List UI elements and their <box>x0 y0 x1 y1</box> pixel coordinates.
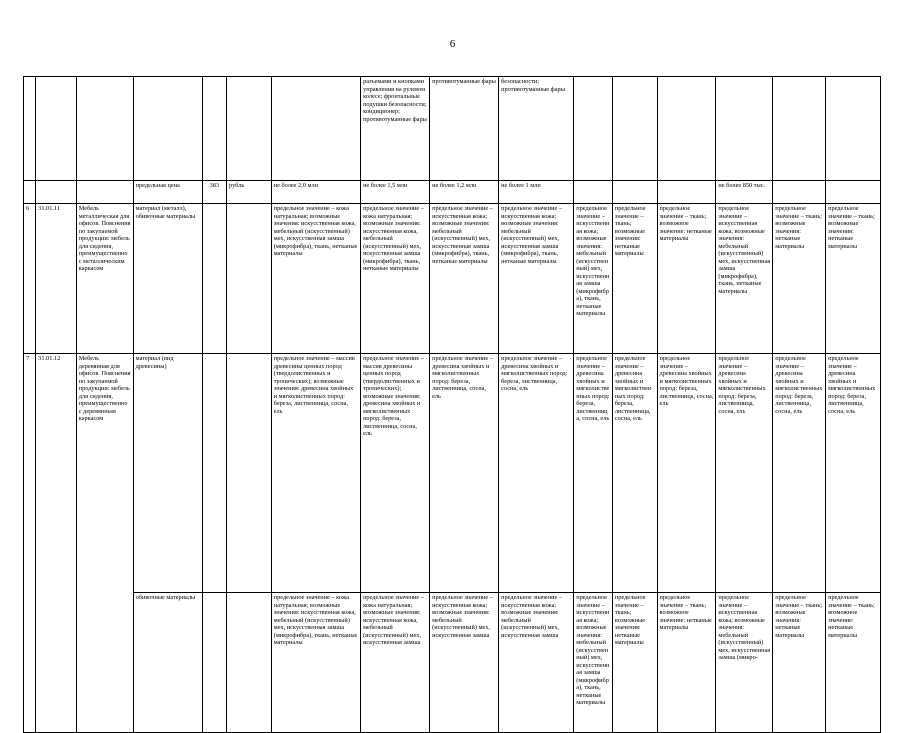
table-cell: предельное значение – ткань; возможное значение: нетканые материалы <box>657 593 716 733</box>
table-cell: не более 1,5 млн <box>361 181 430 204</box>
product-name: Мебель металлическая для офисов. Пояснения по закупаемой продукции: мебель для сидения, преимущественно с металлическим каркасом <box>76 204 133 354</box>
table-cell: предельное значение – древесина хвойных и мягколиственных пород: береза, лиственница, сосна, ель <box>430 354 499 593</box>
table-cell: предельное значение – ткань; возможное значение: нетканые материалы <box>826 593 881 733</box>
table-cell: 383 <box>202 181 226 204</box>
table-cell: рубль <box>227 181 272 204</box>
requirements-table <box>23 76 881 733</box>
table-cell: предельное значение – древесина хвойных и мягколиственных пород: береза, лиственница, сосна, ель <box>499 354 574 593</box>
table-cell: предельное значение – кожа натуральная; возможные значения: искусственная кожа, мебельный (искусственный) мех, искусственная замша (микрофибра), ткань, нетканые материалы <box>361 204 430 354</box>
table-cell: предельное значение – древесина хвойных и мягколиственных пород: береза, лиственница, сосна, ель <box>773 354 826 593</box>
table-cell: предельное значение – искусственная кожа; возможные значения: мебельный (искусственный) мех, искусственная замша (микрофибра), ткань, нетканые материалы <box>574 593 613 733</box>
table-cell: не более 2,0 млн <box>271 181 360 204</box>
table-cell: предельное значение – древесина хвойных и мягколиственных пород: береза, лиственница, сосна, ель <box>612 354 657 593</box>
page-number: 6 <box>449 38 456 50</box>
table-cell: предельное значение – кожа натуральная; возможные значения: искусственная кожа, мебельный (искусственный) мех, искусственная замша (микрофибра), ткань, нетканые материалы <box>271 593 360 733</box>
table-cell: предельное значение – ткань; возможные значения: нетканые материалы <box>612 593 657 733</box>
table-cell: предельное значение – ткань; возможные значения: нетканые материалы <box>612 204 657 354</box>
table-cell: предельное значение – искусственная кожа; возможные значения: мебельный (искусственный) мех, искусственная замша (микро- <box>716 593 773 733</box>
okpd-code: 31.01.12 <box>36 354 77 733</box>
table-cell: предельное значение – искусственная кожа; возможные значения: мебельный (искусственный) мех, искусственная замша <box>430 593 499 733</box>
table-cell: предельное значение – ткань; возможное значение: нетканые материалы <box>657 204 716 354</box>
table-cell: разъемами и кнопками управления на рулевом колесе; фронтальные подушки безопасности; кондиционер; противотуманные фары <box>361 77 430 181</box>
characteristic: материал (вид древесины) <box>133 354 202 593</box>
table-cell: предельное значение – массив древесины ценных пород (твердолиственных и тропических); возможные значения: древесина хвойных и мягколиственных пород: береза, лиственница, сосна, ель <box>361 354 430 593</box>
table-cell: не более 1 млн <box>499 181 574 204</box>
okpd-code: 31.01.11 <box>36 204 77 354</box>
table-cell: предельное значение – искусственная кожа; возможные значения: мебельный (искусственный) мех, искусственная замша (микрофибра), ткань, нетканые материалы <box>716 204 773 354</box>
table-row <box>24 593 881 733</box>
table-cell: предельное значение – искусственная кожа; возможные значения: мебельный (искусственный) мех, искусственная замша (микрофибра), ткань, нетканые материалы <box>574 204 613 354</box>
row-number: 6 <box>24 204 36 354</box>
table-cell: предельное значение – кожа натуральная; возможные значения: искусственная кожа, мебельный (искусственный) мех, искусственная замша <box>361 593 430 733</box>
table-cell: предельное значение – искусственная кожа; возможные значения: мебельный (искусственный) мех, искусственная замша (микрофибра), ткань, нетканые материалы <box>430 204 499 354</box>
table-cell: предельное значение – ткань; возможные значения: нетканые материалы <box>773 593 826 733</box>
table-cell: безопасности; противотуманные фары <box>499 77 574 181</box>
table-cell: предельное значение – древесина хвойных и мягколиственных пород: береза, лиственница, сосна, ель <box>716 354 773 593</box>
table-cell: не более 850 тыс. <box>716 181 773 204</box>
characteristic: материал (металл), обивочные материалы <box>133 204 202 354</box>
table-cell: предельное значение – ткань; возможные значения: нетканые материалы <box>773 204 826 354</box>
table-row <box>24 181 881 204</box>
table-row <box>24 354 881 593</box>
table-cell: предельное значение – кожа натуральная; возможные значения: искусственная кожа, мебельный (искусственный) мех, искусственная замша (микрофибра), ткань, нетканые материалы <box>271 204 360 354</box>
row-number: 7 <box>24 354 36 733</box>
table-cell: предельное значение – ткань; возможные значения: нетканые материалы <box>826 204 881 354</box>
characteristic: обивочные материалы <box>133 593 202 733</box>
table-cell: предельное значение – искусственная кожа; возможные значения: мебельный (искусственный) мех, искусственная замша <box>499 593 574 733</box>
table-cell: предельное значение – древесина хвойных и мягколиственных пород: береза, лиственница, сосна, ель <box>574 354 613 593</box>
product-name: Мебель деревянная для офисов. Пояснения по закупаемой продукции: мебель для сидения, преимущественно с деревянным каркасом <box>76 354 133 733</box>
table-cell: предельная цена <box>133 181 202 204</box>
table-cell: противотуманные фары <box>430 77 499 181</box>
table-cell: предельное значение – древесина хвойных и мягколиственных пород: береза, лиственница, сосна, ель <box>657 354 716 593</box>
table-cell: не более 1,2 млн <box>430 181 499 204</box>
table-cell: предельное значение – искусственная кожа; возможные значения: мебельный (искусственный) мех, искусственная замша (микрофибра), ткань, нетканые материалы <box>499 204 574 354</box>
table-cell: предельное значение – древесина хвойных и мягколиственных пород: береза, лиственница, сосна, ель <box>826 354 881 593</box>
table-row <box>24 204 881 354</box>
table-cell: предельное значение – массив древесины ценных пород (твердолиственных и тропических); возможные значения: древесина хвойных и мягколиственных пород: береза, лиственница, сосна, ель <box>271 354 360 593</box>
table-row <box>24 77 881 181</box>
